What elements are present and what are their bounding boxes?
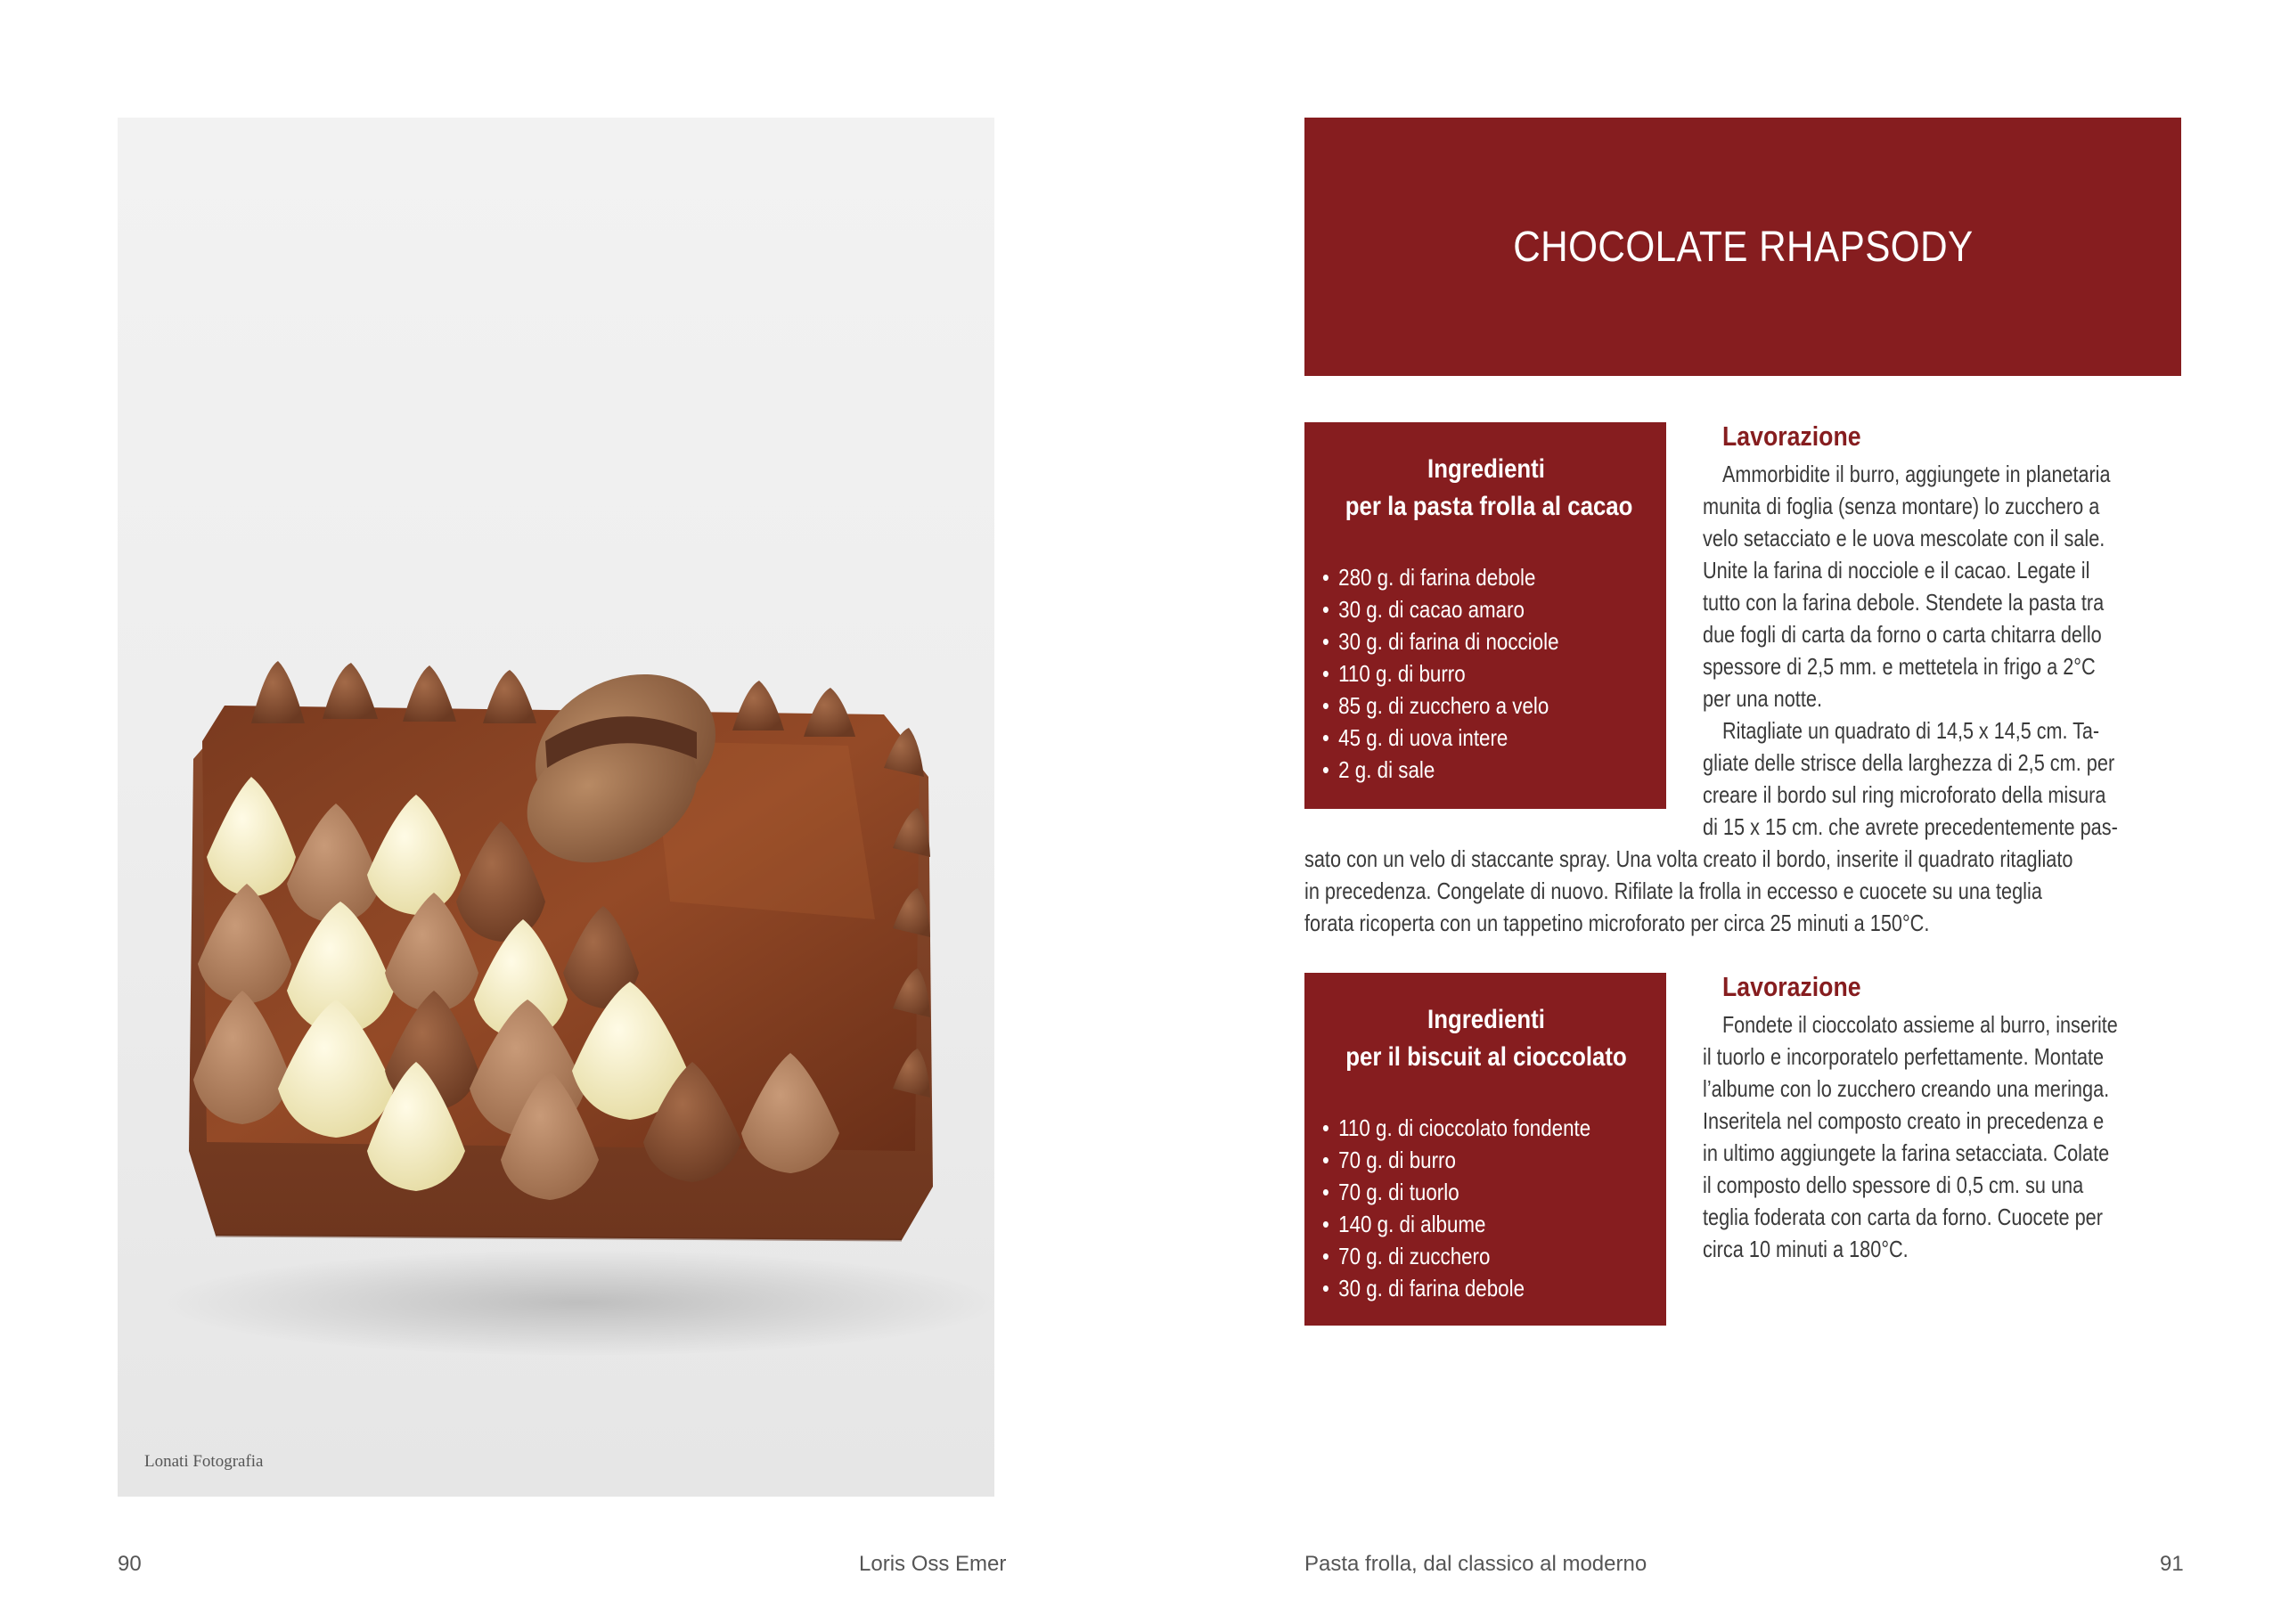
ingredient-item: • 280 g. di farina debole bbox=[1322, 561, 1604, 593]
ingredient-item: • 30 g. di farina debole bbox=[1322, 1272, 1604, 1304]
method-line: Inseritela nel composto creato in precedenza e bbox=[1703, 1107, 2105, 1134]
method-line: velo setacciato e le uova mescolate con il sale. bbox=[1703, 525, 2105, 551]
method-line: Unite la farina di nocciole e il cacao. Legate il bbox=[1703, 557, 2090, 583]
ingredient-list bbox=[1322, 1112, 1650, 1304]
left-page-number: 90 bbox=[118, 1552, 142, 1576]
method-line: tutto con la farina debole. Stendete la pasta tra bbox=[1703, 589, 2105, 616]
chocolate-tart-illustration bbox=[118, 118, 994, 1497]
method-heading: Lavorazione bbox=[1722, 971, 1861, 1002]
method-line: sato con un velo di staccante spray. Una volta creato il bordo, inserite il quadrato ritagliato bbox=[1304, 845, 2073, 872]
recipe-title-box bbox=[1304, 118, 2181, 376]
method-line: creare il bordo sul ring microforato della misura bbox=[1703, 781, 2106, 808]
ingredients-heading: Ingredienti per la pasta frolla al cacao bbox=[1345, 454, 1633, 521]
ingredients-box-pasta-frolla bbox=[1304, 422, 1666, 809]
ingredient-item: • 2 g. di sale bbox=[1322, 754, 1604, 786]
method-heading: Lavorazione bbox=[1722, 420, 1861, 452]
method-line: munita di foglia (senza montare) lo zucchero a bbox=[1703, 493, 2100, 519]
ingredient-item: • 70 g. di burro bbox=[1322, 1144, 1604, 1176]
method-line: in ultimo aggiungete la farina setacciata. Colate bbox=[1703, 1139, 2110, 1166]
ingredient-item: • 45 g. di uova intere bbox=[1322, 722, 1604, 754]
left-author: Loris Oss Emer bbox=[859, 1552, 1007, 1576]
ingredient-item: • 85 g. di zucchero a velo bbox=[1322, 690, 1604, 722]
method-line: Fondete il cioccolato assieme al burro, inserite bbox=[1722, 1011, 2118, 1038]
ingredients-box-biscuit bbox=[1304, 973, 1666, 1326]
method-line: circa 10 minuti a 180°C. bbox=[1703, 1236, 1909, 1262]
photo-credit: Lonati Fotografia bbox=[144, 1452, 264, 1471]
ingredient-item: • 110 g. di burro bbox=[1322, 657, 1604, 690]
method-line: gliate delle strisce della larghezza di 2,5 cm. per bbox=[1703, 749, 2115, 776]
right-page-number: 91 bbox=[2160, 1552, 2184, 1576]
ingredient-item: • 30 g. di cacao amaro bbox=[1322, 593, 1604, 625]
ingredient-item: • 70 g. di zucchero bbox=[1322, 1240, 1604, 1272]
method-line: il tuorlo e incorporatelo perfettamente. Montate bbox=[1703, 1043, 2105, 1070]
left-page bbox=[0, 0, 1140, 1624]
method-line: forata ricoperta con un tappetino microforato per circa 25 minuti a 150°C. bbox=[1304, 910, 1930, 936]
method-line: di 15 x 15 cm. che avrete precedentemente pas- bbox=[1703, 813, 2118, 840]
ingredients-heading: Ingredienti per il biscuit al cioccolato bbox=[1345, 1005, 1627, 1072]
method-line: Ritagliate un quadrato di 14,5 x 14,5 cm. Ta- bbox=[1722, 717, 2100, 744]
method-line: spessore di 2,5 mm. e mettetela in frigo a 2°C bbox=[1703, 653, 2096, 680]
ingredient-list bbox=[1322, 561, 1650, 786]
ingredient-item: • 30 g. di farina di nocciole bbox=[1322, 625, 1604, 657]
ingredient-item: • 70 g. di tuorlo bbox=[1322, 1176, 1604, 1208]
method-line: per una notte. bbox=[1703, 685, 1822, 712]
method-line: l’albume con lo zucchero creando una meringa. bbox=[1703, 1075, 2110, 1102]
dessert-photo bbox=[118, 118, 994, 1497]
method-line: due fogli di carta da forno o carta chitarra dello bbox=[1703, 621, 2102, 648]
ingredient-item: • 140 g. di albume bbox=[1322, 1208, 1604, 1240]
method-line: il composto dello spessore di 0,5 cm. su una bbox=[1703, 1171, 2084, 1198]
method-line: Ammorbidite il burro, aggiungete in planetaria bbox=[1722, 461, 2111, 487]
method-line: in precedenza. Congelate di nuovo. Rifilate la frolla in eccesso e cuocete su una teglia bbox=[1304, 877, 2042, 904]
recipe-title: CHOCOLATE RHAPSODY bbox=[1512, 223, 1974, 271]
method-line: teglia foderata con carta da forno. Cuocete per bbox=[1703, 1204, 2103, 1230]
ingredient-item: • 110 g. di cioccolato fondente bbox=[1322, 1112, 1604, 1144]
right-book-title: Pasta frolla, dal classico al moderno bbox=[1304, 1552, 1647, 1576]
